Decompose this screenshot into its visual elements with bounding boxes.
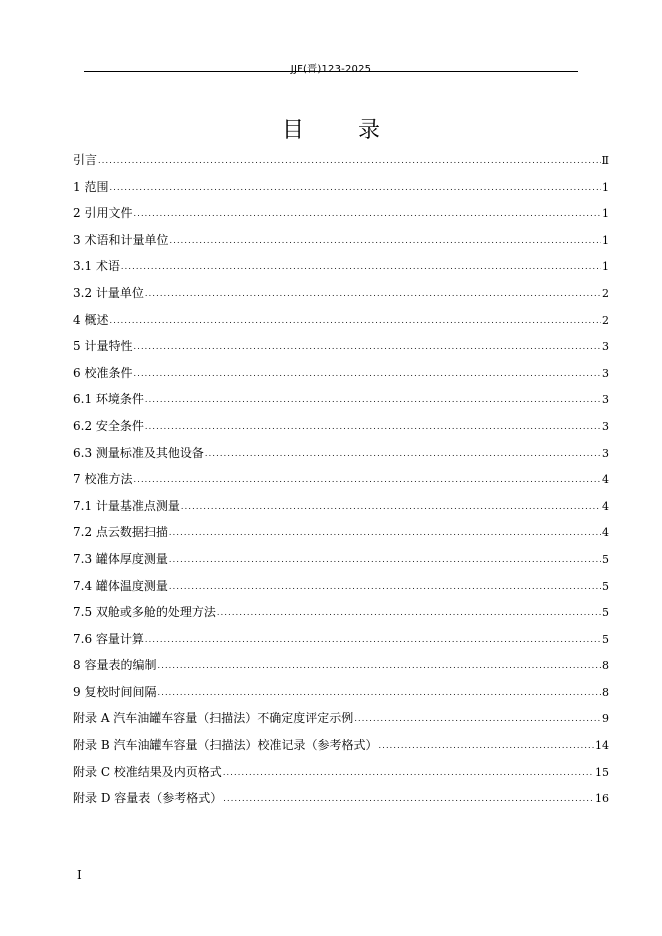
toc-entry-page: 1 — [602, 233, 609, 247]
toc-entry-page: 14 — [595, 739, 609, 753]
toc-dot-leader — [133, 202, 601, 224]
toc-entry[interactable] — [73, 602, 609, 629]
toc-entry-label: 附录 D 容量表（参考格式） — [73, 791, 223, 806]
toc-dot-leader — [133, 335, 601, 357]
toc-entry-page: 15 — [595, 765, 609, 779]
toc-dot-leader — [157, 681, 601, 703]
toc-entry-label: 附录 C 校准结果及内页格式 — [73, 764, 222, 779]
toc-dot-leader — [98, 149, 601, 171]
toc-entry[interactable] — [73, 496, 609, 523]
toc-entry-label: 7.5 双舱或多舱的处理方法 — [73, 605, 216, 620]
toc-entry-page: 4 — [602, 499, 609, 513]
toc-dot-leader — [223, 761, 594, 783]
toc-entry-page: 8 — [602, 659, 609, 673]
toc-entry-page: Ⅱ — [601, 154, 609, 167]
toc-entry-label: 5 计量特性 — [73, 339, 133, 354]
toc-entry-label: 4 概述 — [73, 312, 109, 327]
toc-list — [73, 150, 609, 815]
toc-entry-label: 6.1 环境条件 — [73, 392, 144, 407]
toc-dot-leader — [378, 734, 594, 756]
toc-dot-leader — [145, 282, 601, 304]
toc-entry-page: 3 — [602, 340, 609, 354]
toc-entry-page: 5 — [602, 632, 609, 646]
toc-entry-page: 2 — [602, 286, 609, 300]
toc-dot-leader — [169, 521, 601, 543]
toc-dot-leader — [169, 575, 601, 597]
toc-dot-leader — [121, 255, 601, 277]
toc-entry[interactable] — [73, 762, 609, 789]
toc-dot-leader — [223, 787, 594, 809]
header-rule — [84, 71, 578, 72]
toc-entry-page: 3 — [602, 446, 609, 460]
toc-entry-label: 7.2 点云数据扫描 — [73, 525, 168, 540]
toc-entry[interactable] — [73, 469, 609, 496]
toc-entry-label: 7 校准方法 — [73, 472, 133, 487]
toc-entry-label: 1 范围 — [73, 179, 109, 194]
toc-entry[interactable] — [73, 363, 609, 390]
page-number: I — [77, 868, 82, 882]
toc-entry[interactable] — [73, 443, 609, 470]
toc-entry[interactable] — [73, 655, 609, 682]
toc-entry-page: 4 — [602, 526, 609, 540]
toc-entry-label: 2 引用文件 — [73, 206, 133, 221]
toc-dot-leader — [217, 601, 601, 623]
toc-dot-leader — [145, 415, 601, 437]
toc-dot-leader — [205, 442, 601, 464]
toc-entry-label: 7.4 罐体温度测量 — [73, 578, 168, 593]
toc-entry-page: 1 — [602, 207, 609, 221]
toc-entry-page: 3 — [602, 393, 609, 407]
toc-entry-page: 5 — [602, 552, 609, 566]
toc-entry-page: 16 — [595, 792, 609, 806]
toc-entry[interactable] — [73, 522, 609, 549]
toc-dot-leader — [169, 548, 601, 570]
toc-entry-page: 3 — [602, 366, 609, 380]
toc-entry[interactable] — [73, 682, 609, 709]
toc-title: 目录 — [281, 118, 434, 143]
toc-dot-leader — [145, 388, 601, 410]
toc-dot-leader — [181, 495, 601, 517]
toc-entry[interactable] — [73, 629, 609, 656]
toc-entry-label: 7.3 罐体厚度测量 — [73, 551, 168, 566]
toc-entry-label: 9 复校时间间隔 — [73, 684, 157, 699]
toc-entry[interactable] — [73, 735, 609, 762]
toc-entry[interactable] — [73, 310, 609, 337]
document-code: JJF(晋)123-2025 — [290, 64, 372, 75]
toc-entry-page: 1 — [602, 180, 609, 194]
toc-entry-label: 3.2 计量单位 — [73, 285, 144, 300]
toc-entry[interactable] — [73, 576, 609, 603]
toc-entry-label: 附录 B 汽车油罐车容量（扫描法）校准记录（参考格式） — [73, 738, 378, 753]
toc-dot-leader — [133, 362, 601, 384]
toc-entry[interactable] — [73, 283, 609, 310]
toc-entry-page: 5 — [602, 606, 609, 620]
toc-dot-leader — [109, 309, 601, 331]
toc-entry-label: 6 校准条件 — [73, 365, 133, 380]
toc-entry-label: 3.1 术语 — [73, 259, 120, 274]
toc-entry[interactable] — [73, 416, 609, 443]
toc-entry[interactable] — [73, 389, 609, 416]
toc-entry-label: 6.2 安全条件 — [73, 418, 144, 433]
toc-entry[interactable] — [73, 256, 609, 283]
toc-entry[interactable] — [73, 708, 609, 735]
toc-entry-label: 6.3 测量标准及其他设备 — [73, 445, 204, 460]
toc-entry-page: 2 — [602, 313, 609, 327]
toc-entry[interactable] — [73, 549, 609, 576]
toc-entry[interactable] — [73, 203, 609, 230]
toc-entry-page: 1 — [602, 260, 609, 274]
toc-dot-leader — [169, 229, 601, 251]
toc-entry[interactable] — [73, 788, 609, 815]
toc-entry-page: 3 — [602, 419, 609, 433]
toc-dot-leader — [354, 707, 601, 729]
toc-entry-label: 8 容量表的编制 — [73, 658, 157, 673]
toc-entry-label: 附录 A 汽车油罐车容量（扫描法）不确定度评定示例 — [73, 711, 354, 726]
toc-entry-label: 7.6 容量计算 — [73, 631, 144, 646]
toc-entry[interactable] — [73, 177, 609, 204]
toc-entry-label: 3 术语和计量单位 — [73, 232, 169, 247]
toc-dot-leader — [145, 628, 601, 650]
toc-entry-page: 4 — [602, 473, 609, 487]
toc-entry[interactable] — [73, 230, 609, 257]
toc-entry-page: 9 — [602, 712, 609, 726]
toc-entry-page: 8 — [602, 685, 609, 699]
toc-dot-leader — [133, 468, 601, 490]
toc-entry-page: 5 — [602, 579, 609, 593]
toc-dot-leader — [109, 176, 601, 198]
toc-entry-label: 7.1 计量基准点测量 — [73, 498, 180, 513]
toc-dot-leader — [157, 654, 601, 676]
toc-entry[interactable] — [73, 150, 609, 177]
toc-entry-label: 引言 — [73, 153, 98, 167]
toc-entry[interactable] — [73, 336, 609, 363]
